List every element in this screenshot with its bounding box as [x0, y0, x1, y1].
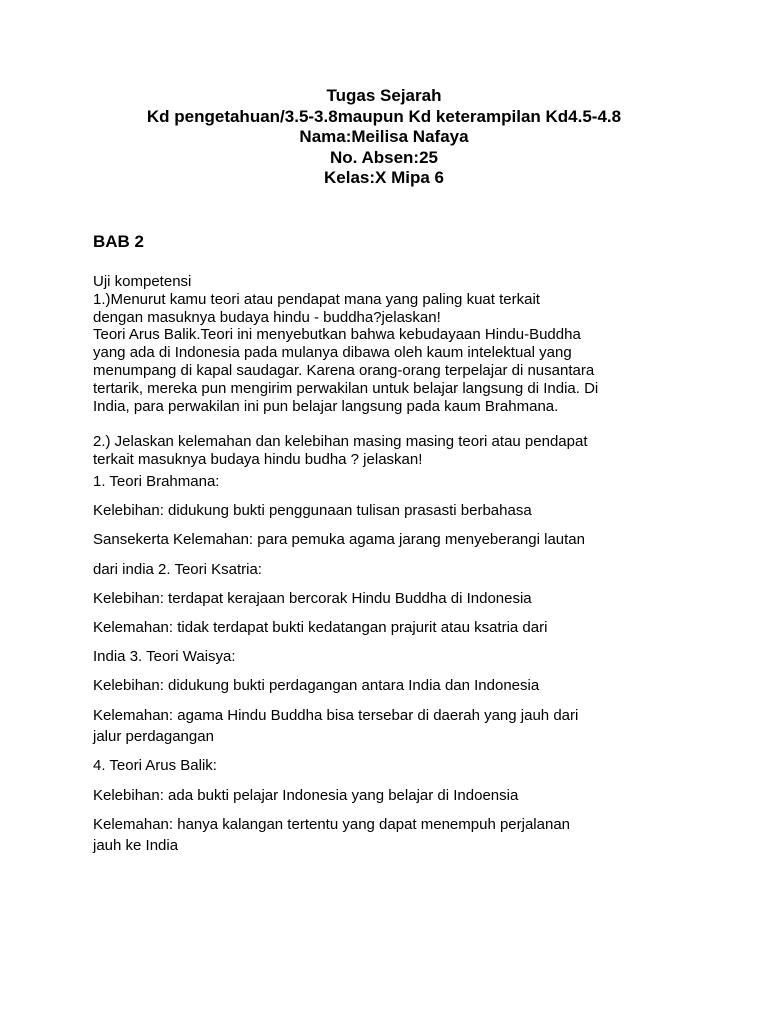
chapter-heading: BAB 2 — [93, 232, 145, 251]
section1-line: menumpang di kapal saudagar. Karena orang-orang terpelajar di nusantara — [93, 361, 595, 379]
answer-line: Kelebihan: ada bukti pelajar Indonesia yang belajar di Indoensia — [93, 787, 519, 804]
student-absen: No. Absen:25 — [329, 147, 438, 167]
kd-line: Kd pengetahuan/3.5-3.8maupun Kd keterampilan Kd4.5-4.8 — [146, 106, 622, 126]
student-class: Kelas:X Mipa 6 — [324, 168, 444, 187]
answer-line: 4. Teori Arus Balik: — [93, 757, 217, 774]
answer-line: India 3. Teori Waisya: — [93, 648, 236, 665]
section1-line: yang ada di Indonesia pada mulanya dibawa oleh kaum intelektual yang — [93, 344, 572, 362]
answer-line: Sansekerta Kelemahan: para pemuka agama jarang menyeberangi lautan — [93, 531, 585, 548]
document-header — [0, 86, 768, 189]
answer-line: Kelemahan: hanya kalangan tertentu yang dapat menempuh perjalanan — [93, 816, 571, 833]
answer-line: Kelebihan: didukung bukti penggunaan tulisan prasasti berbahasa — [93, 502, 532, 519]
student-name: Nama:Meilisa Nafaya — [299, 127, 469, 146]
section-2 — [93, 433, 588, 469]
section1-line: India, para perwakilan ini pun belajar langsung pada kaum Brahmana. — [93, 397, 559, 415]
section-1 — [93, 273, 598, 415]
answer-line: Kelemahan: agama Hindu Buddha bisa tersebar di daerah yang jauh dari — [93, 707, 579, 724]
answer-line: 1. Teori Brahmana: — [93, 473, 220, 490]
section2-line: 2.) Jelaskan kelemahan dan kelebihan masing masing teori atau pendapat — [93, 433, 588, 450]
section1-line: Uji kompetensi — [93, 273, 192, 290]
section1-line: tertarik, mereka pun mengirim perwakilan untuk belajar langsung di India. Di — [93, 379, 599, 397]
section1-line: dengan masuknya budaya hindu - buddha?jelaskan! — [93, 308, 441, 326]
answer-line: Kelemahan: tidak terdapat bukti kedatangan prajurit atau ksatria dari — [93, 619, 548, 636]
section2-line: terkait masuknya budaya hindu budha ? jelaskan! — [93, 450, 423, 468]
answer-line: Kelebihan: didukung bukti perdagangan antara India dan Indonesia — [93, 677, 540, 694]
answer-line: dari india 2. Teori Ksatria: — [93, 561, 262, 578]
document-title: Tugas Sejarah — [326, 86, 442, 105]
answer-line: Kelebihan: terdapat kerajaan bercorak Hindu Buddha di Indonesia — [93, 590, 532, 607]
section1-line: Teori Arus Balik.Teori ini menyebutkan bahwa kebudayaan Hindu-Buddha — [93, 326, 581, 344]
section1-line: 1.)Menurut kamu teori atau pendapat mana yang paling kuat terkait — [93, 290, 540, 308]
answer-line: jauh ke India — [93, 837, 179, 854]
answer-line: jalur perdagangan — [93, 728, 214, 745]
